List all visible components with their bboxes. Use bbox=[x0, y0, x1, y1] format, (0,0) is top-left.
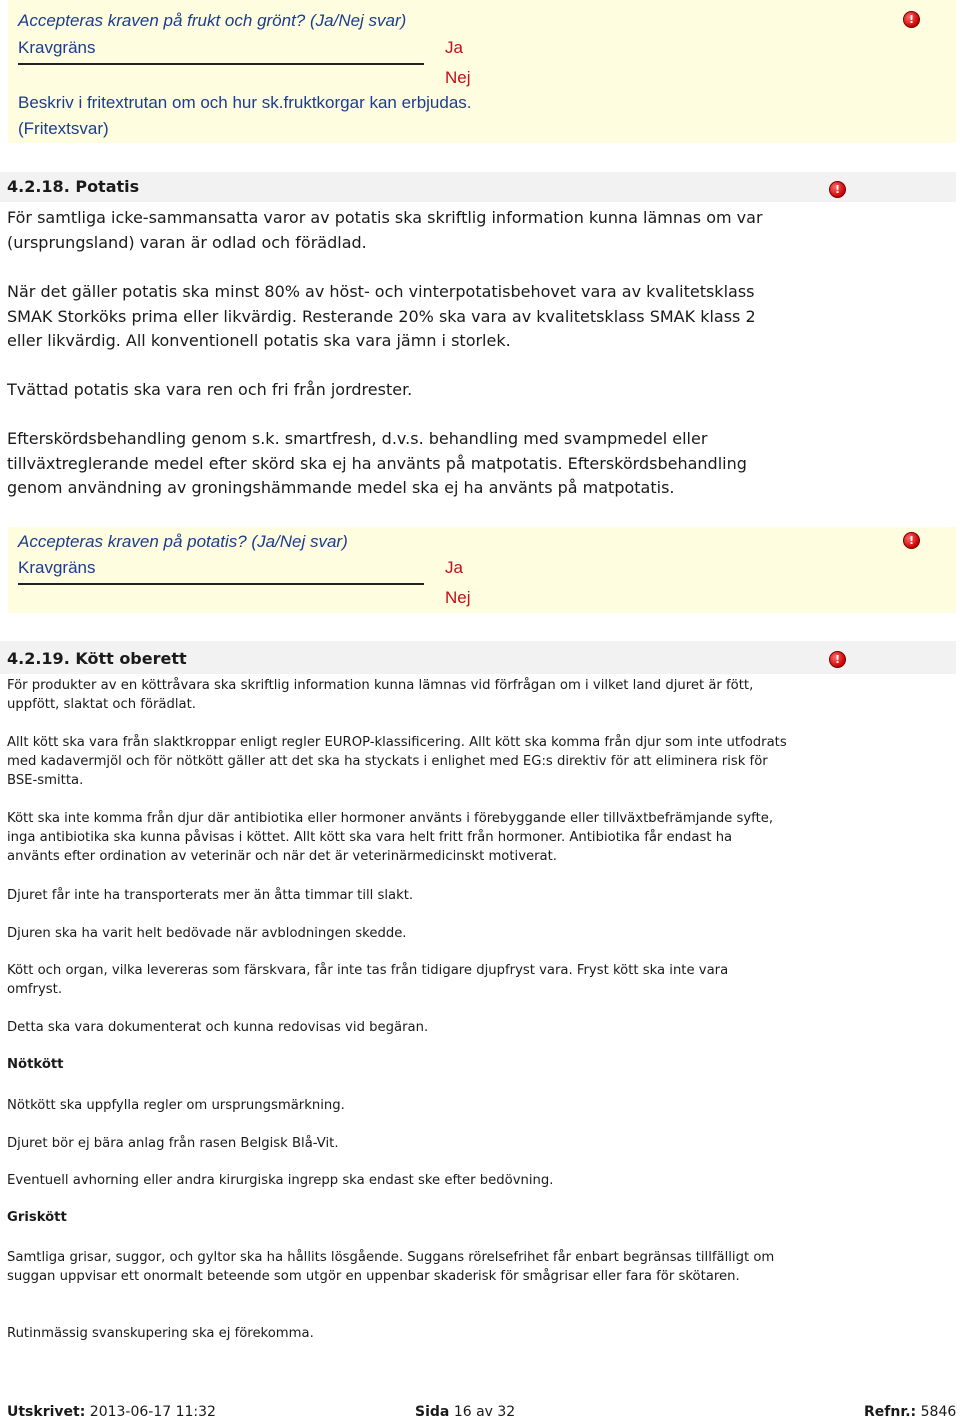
footer-ref-label: Refnr.: bbox=[864, 1404, 917, 1420]
kott-paragraph-2: Allt kött ska vara från slaktkroppar enligt regler EUROP-klassificering. Allt kött ska komma från djur som inte utfodrats med kadavermjöl och för nötkött gäller att det ska ha styckats i enlighet med EG:s direktiv för att eliminera risk för BSE-smitta. bbox=[7, 735, 787, 788]
alert-icon: ! bbox=[903, 11, 920, 28]
free-text-prompt: Beskriv i fritextrutan om och hur sk.fruktkorgar kan erbjudas. bbox=[18, 93, 472, 112]
kott-paragraph-6: Kött och organ, vilka levereras som färskvara, får inte tas från tidigare djupfryst vara. Fryst kött ska inte vara omfryst. bbox=[7, 963, 729, 997]
kravgrans-line bbox=[18, 583, 424, 585]
kott-paragraph-4: Djuret får inte ha transporterats mer än åtta timmar till slakt. bbox=[7, 888, 414, 903]
kott-paragraph-10: Eventuell avhorning eller andra kirurgiska ingrepp ska endast ske efter bedövning. bbox=[7, 1173, 554, 1188]
question-fruit: Accepteras kraven på frukt och grönt? (Ja/Nej svar) bbox=[18, 11, 407, 30]
potatis-paragraph-3: Tvättad potatis ska vara ren och fri från jordrester. bbox=[7, 380, 413, 399]
alert-icon: ! bbox=[829, 181, 846, 198]
kott-paragraph-7: Detta ska vara dokumenterat och kunna redovisas vid begäran. bbox=[7, 1020, 429, 1035]
option-ja[interactable]: Ja bbox=[445, 38, 463, 57]
footer-ref bbox=[864, 1404, 956, 1420]
section-header-kott bbox=[0, 641, 956, 674]
option-ja[interactable]: Ja bbox=[445, 558, 463, 577]
footer-printed-value: 2013-06-17 11:32 bbox=[89, 1404, 216, 1420]
footer-printed-label: Utskrivet: bbox=[7, 1404, 86, 1420]
question-potatis: Accepteras kraven på potatis? (Ja/Nej svar) bbox=[18, 532, 348, 551]
potatis-paragraph-1: För samtliga icke-sammansatta varor av potatis ska skriftlig information kunna lämnas om var (ursprungsland) varan är odlad och förädlad. bbox=[7, 208, 763, 252]
requirement-box-potatis bbox=[8, 527, 956, 613]
kravgrans-line bbox=[18, 63, 424, 65]
footer-page-label: Sida bbox=[415, 1404, 450, 1420]
footer-page-value: 16 av 32 bbox=[453, 1404, 516, 1420]
potatis-paragraph-2: När det gäller potatis ska minst 80% av höst- och vinterpotatisbehovet vara av kvalitetsklass SMAK Storköks prima eller likvärdig. Resterande 20% ska vara av kvalitetsklass SMAK klass 2 eller likvärdig. All konventionell potatis ska vara jämn i storlek. bbox=[7, 282, 756, 350]
option-nej[interactable]: Nej bbox=[445, 588, 471, 607]
requirement-box-fruit bbox=[8, 0, 956, 143]
kott-paragraph-11: Samtliga grisar, suggor, och gyltor ska ha hållits lösgående. Suggans rörelsefrihet får enbart begränsas tillfälligt om suggan uppvisar ett onormalt beteende som utgör en uppenbar skaderisk för smågrisar eller fara för skötaren. bbox=[7, 1250, 775, 1284]
footer-page bbox=[415, 1404, 515, 1420]
heading-notkott: Nötkött bbox=[7, 1057, 64, 1072]
free-text-type: (Fritextsvar) bbox=[18, 119, 109, 138]
heading-griskott: Griskött bbox=[7, 1210, 67, 1225]
kott-paragraph-3: Kött ska inte komma från djur där antibiotika eller hormoner använts i förebyggande eller tillväxtbefrämjande syfte, inga antibiotika ska kunna påvisas i köttet. Allt kött ska vara helt fritt från hormoner. Antibiotika får endast ha använts efter ordination av veterinär och när det är veterinärmedicinskt motiverat. bbox=[7, 811, 774, 864]
section-header-potatis bbox=[0, 172, 956, 202]
kott-paragraph-5: Djuren ska ha varit helt bedövade när avblodningen skedde. bbox=[7, 926, 407, 941]
kott-paragraph-12: Rutinmässig svanskupering ska ej förekomma. bbox=[7, 1326, 314, 1341]
kott-paragraph-9: Djuret bör ej bära anlag från rasen Belgisk Blå-Vit. bbox=[7, 1136, 339, 1151]
kott-paragraph-1: För produkter av en köttråvara ska skriftlig information kunna lämnas vid förfrågan om i vilket land djuret är fött, uppfött, slaktat och förädlat. bbox=[7, 678, 754, 712]
footer-printed bbox=[7, 1404, 216, 1420]
kott-paragraph-8: Nötkött ska uppfylla regler om ursprungsmärkning. bbox=[7, 1098, 345, 1113]
potatis-paragraph-4: Efterskördsbehandling genom s.k. smartfresh, d.v.s. behandling med svampmedel eller tillväxtreglerande medel efter skörd ska ej ha använts på matpotatis. Efterskördsbehandling genom användning av groningshämmande medel ska ej ha använts på matpotatis. bbox=[7, 429, 747, 497]
alert-icon: ! bbox=[903, 532, 920, 549]
alert-icon: ! bbox=[829, 651, 846, 668]
section-title-potatis: 4.2.18. Potatis bbox=[7, 177, 140, 196]
option-nej[interactable]: Nej bbox=[445, 68, 471, 87]
kravgrans-label: Kravgräns bbox=[18, 558, 96, 577]
kravgrans-label: Kravgräns bbox=[18, 38, 96, 57]
section-title-kott: 4.2.19. Kött oberett bbox=[7, 649, 187, 668]
footer-ref-value: 5846 bbox=[920, 1404, 957, 1420]
